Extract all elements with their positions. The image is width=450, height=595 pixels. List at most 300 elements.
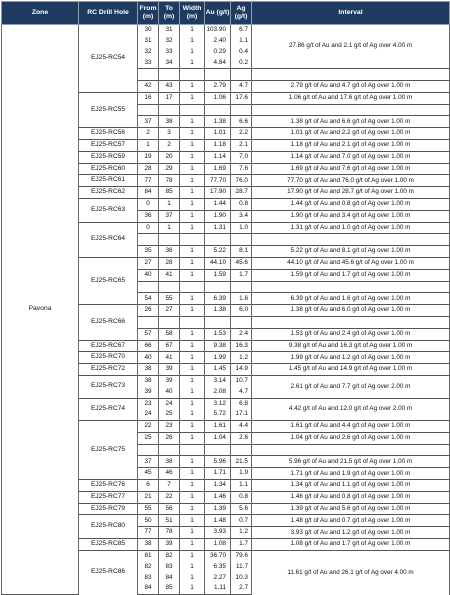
- au-cell: 5.22: [205, 246, 231, 258]
- from-cell: 2: [138, 128, 159, 140]
- from-cell: 21: [138, 491, 159, 503]
- au-cell: 9.38: [205, 340, 231, 352]
- width-cell: 1: [180, 269, 205, 281]
- au-cell: 1.11: [205, 583, 231, 594]
- from-cell: 84: [138, 583, 159, 594]
- to-cell: 36: [159, 246, 180, 258]
- from-cell: 66: [138, 340, 159, 352]
- to-cell: 83: [159, 562, 180, 573]
- from-cell: 36: [138, 210, 159, 222]
- width-cell: 1: [180, 128, 205, 140]
- drill-hole-cell: EJ25-RC56: [79, 128, 138, 140]
- from-cell: 28: [138, 163, 159, 175]
- to-cell: 37: [159, 210, 180, 222]
- interval-cell: 1.08 g/t of Au and 1.7 g/t of Ag over 1.00 m: [252, 539, 450, 551]
- assay-results-table: [1, 1, 450, 595]
- from-cell: 77: [138, 527, 159, 539]
- ag-cell: 7.0: [231, 151, 252, 163]
- width-cell: 1: [180, 210, 205, 222]
- width-cell: 1: [180, 92, 205, 104]
- to-cell: 41: [159, 269, 180, 281]
- drill-hole-cell: EJ25-RC72: [79, 364, 138, 376]
- from-cell: 50: [138, 515, 159, 527]
- from-cell: 84: [138, 187, 159, 199]
- width-cell: 1: [180, 257, 205, 269]
- au-cell: 6.39: [205, 293, 231, 305]
- from-cell: 54: [138, 293, 159, 305]
- to-cell: 26: [159, 432, 180, 444]
- interval-cell: 1.59 g/t of Au and 1.7 g/t of Ag over 1.00 m: [252, 269, 450, 281]
- zone-header: Zone: [2, 2, 79, 25]
- to-cell: 43: [159, 80, 180, 92]
- to-cell: 33: [159, 47, 180, 58]
- drill-hole-cell: EJ25-RC67: [79, 340, 138, 352]
- to-cell: 82: [159, 550, 180, 561]
- width-cell: 1: [180, 151, 205, 163]
- from-cell: [138, 316, 159, 328]
- width-cell: 1: [180, 398, 205, 409]
- from-cell: 45: [138, 468, 159, 480]
- width-cell: 1: [180, 47, 205, 58]
- from-cell: 19: [138, 151, 159, 163]
- from-cell: [138, 281, 159, 293]
- drill-hole-cell: EJ25-RC77: [79, 491, 138, 503]
- au-cell: 44.10: [205, 257, 231, 269]
- interval-cell: 1.31 g/t of Au and 1.0 g/t of Ag over 1.00 m: [252, 222, 450, 234]
- from-cell: 37: [138, 456, 159, 468]
- drill-hole-header: RC Drill Hole: [79, 2, 138, 25]
- width-cell: [180, 234, 205, 246]
- interval-cell: 1.14 g/t of Au and 7.0 g/t of Ag over 1.00 m: [252, 151, 450, 163]
- interval-cell: 1.61 g/t of Au and 4.4 g/t of Ag over 1.00 m: [252, 421, 450, 433]
- au-cell: 1.48: [205, 515, 231, 527]
- width-cell: 1: [180, 583, 205, 594]
- width-cell: 1: [180, 25, 205, 36]
- au-header: Au (g/t): [205, 2, 231, 25]
- width-cell: 1: [180, 175, 205, 187]
- table-header-row: [2, 2, 450, 25]
- width-cell: 1: [180, 246, 205, 258]
- ag-cell: 1.7: [231, 539, 252, 551]
- interval-cell: 1.06 g/t of Au and 17.6 g/t of Ag over 1.00 m: [252, 92, 450, 104]
- ag-cell: 2.6: [231, 432, 252, 444]
- interval-cell: [252, 234, 450, 246]
- drill-hole-cell: EJ25-RC75: [79, 421, 138, 480]
- from-cell: 23: [138, 398, 159, 409]
- from-cell: 38: [138, 375, 159, 386]
- ag-cell: 5.6: [231, 503, 252, 515]
- ag-cell: 76.0: [231, 175, 252, 187]
- ag-cell: 1.1: [231, 36, 252, 47]
- from-cell: 38: [138, 539, 159, 551]
- to-cell: [159, 281, 180, 293]
- au-cell: 103.90: [205, 25, 231, 36]
- from-cell: 39: [138, 387, 159, 398]
- to-cell: 39: [159, 364, 180, 376]
- to-cell: 38: [159, 456, 180, 468]
- au-cell: 4.84: [205, 57, 231, 68]
- width-cell: [180, 316, 205, 328]
- au-cell: 1.61: [205, 421, 231, 433]
- drill-hole-cell: EJ25-RC86: [79, 550, 138, 594]
- to-header: To (m): [159, 2, 180, 25]
- drill-hole-cell: EJ25-RC79: [79, 503, 138, 515]
- width-cell: 1: [180, 328, 205, 340]
- to-cell: 25: [159, 409, 180, 420]
- interval-cell: 1.01 g/t of Au and 2.2 g/t of Ag over 1.00 m: [252, 128, 450, 140]
- au-cell: 17.90: [205, 187, 231, 199]
- au-cell: 1.59: [205, 269, 231, 281]
- interval-cell: 3.93 g/t of Au and 1.2 g/t of Ag over 1.00 m: [252, 527, 450, 539]
- interval-cell: [252, 281, 450, 293]
- width-cell: 1: [180, 163, 205, 175]
- from-cell: 32: [138, 47, 159, 58]
- drill-hole-cell: EJ25-RC70: [79, 352, 138, 364]
- to-cell: 78: [159, 175, 180, 187]
- width-cell: 1: [180, 352, 205, 364]
- ag-cell: 10.3: [231, 572, 252, 583]
- to-cell: [159, 104, 180, 116]
- width-cell: 1: [180, 562, 205, 573]
- interval-header: Interval: [252, 2, 450, 25]
- au-cell: 1.90: [205, 210, 231, 222]
- to-cell: 38: [159, 116, 180, 128]
- ag-cell: 6.6: [231, 116, 252, 128]
- from-cell: 26: [138, 305, 159, 317]
- ag-cell: 4.7: [231, 80, 252, 92]
- from-cell: 83: [138, 572, 159, 583]
- drill-hole-cell: EJ25-RC80: [79, 515, 138, 539]
- from-cell: 40: [138, 269, 159, 281]
- ag-cell: 10.7: [231, 375, 252, 386]
- ag-cell: 0.4: [231, 47, 252, 58]
- au-cell: [205, 104, 231, 116]
- width-cell: 1: [180, 527, 205, 539]
- au-cell: 1.69: [205, 163, 231, 175]
- to-cell: [159, 444, 180, 456]
- from-cell: 25: [138, 432, 159, 444]
- au-cell: 5.96: [205, 456, 231, 468]
- width-cell: 1: [180, 57, 205, 68]
- from-cell: 35: [138, 246, 159, 258]
- interval-cell: 1.69 g/t of Au and 7.6 g/t of Ag over 1.00 m: [252, 163, 450, 175]
- interval-cell: 1.45 g/t of Au and 14.9 g/t of Ag over 1.00 m: [252, 364, 450, 376]
- width-cell: 1: [180, 480, 205, 492]
- ag-cell: 21.5: [231, 456, 252, 468]
- interval-cell: 1.44 g/t of Au and 0.8 g/t of Ag over 1.00 m: [252, 198, 450, 210]
- interval-cell: 1.71 g/t of Au and 1.9 g/t of Ag over 1.00 m: [252, 468, 450, 480]
- drill-hole-cell: EJ25-RC85: [79, 539, 138, 551]
- au-cell: [205, 316, 231, 328]
- ag-cell: 4.4: [231, 421, 252, 433]
- from-cell: 16: [138, 92, 159, 104]
- width-cell: 1: [180, 491, 205, 503]
- width-cell: 1: [180, 187, 205, 199]
- au-cell: 3.93: [205, 527, 231, 539]
- au-cell: 2.40: [205, 36, 231, 47]
- interval-cell: 5.96 g/t of Au and 21.5 g/t of Ag over 1.00 m: [252, 456, 450, 468]
- from-cell: 82: [138, 562, 159, 573]
- ag-cell: 6.7: [231, 25, 252, 36]
- ag-cell: 6.0: [231, 305, 252, 317]
- ag-cell: 28.7: [231, 187, 252, 199]
- interval-cell: 5.22 g/t of Au and 8.1 g/t of Ag over 1.00 m: [252, 246, 450, 258]
- au-cell: 77.70: [205, 175, 231, 187]
- from-cell: 27: [138, 257, 159, 269]
- interval-cell: 1.34 g/t of Au and 1.1 g/t of Ag over 1.00 m: [252, 480, 450, 492]
- drill-hole-cell: EJ25-RC55: [79, 92, 138, 127]
- au-cell: 1.45: [205, 364, 231, 376]
- interval-cell: 1.04 g/t of Au and 2.6 g/t of Ag over 1.00 m: [252, 432, 450, 444]
- drill-hole-cell: EJ25-RC63: [79, 198, 138, 222]
- from-cell: 0: [138, 222, 159, 234]
- au-cell: 1.38: [205, 305, 231, 317]
- to-cell: 27: [159, 305, 180, 317]
- from-cell: [138, 444, 159, 456]
- interval-cell: 44.10 g/t of Au and 45.6 g/t of Ag over 1.00 m: [252, 257, 450, 269]
- drill-hole-cell: EJ25-RC64: [79, 222, 138, 257]
- au-cell: 36.70: [205, 550, 231, 561]
- interval-cell: 6.39 g/t of Au and 1.6 g/t of Ag over 1.00 m: [252, 293, 450, 305]
- width-cell: 1: [180, 305, 205, 317]
- to-cell: 34: [159, 57, 180, 68]
- to-cell: 3: [159, 128, 180, 140]
- ag-cell: 7.6: [231, 163, 252, 175]
- ag-cell: 1.6: [231, 293, 252, 305]
- to-cell: 1: [159, 198, 180, 210]
- au-cell: 3.12: [205, 398, 231, 409]
- ag-cell: 2.1: [231, 139, 252, 151]
- au-cell: [205, 234, 231, 246]
- to-cell: 2: [159, 139, 180, 151]
- to-cell: 1: [159, 222, 180, 234]
- from-cell: 81: [138, 550, 159, 561]
- ag-cell: 0.8: [231, 491, 252, 503]
- width-cell: 1: [180, 539, 205, 551]
- interval-cell: 27.86 g/t of Au and 2.1 g/t of Ag over 4.00 m: [252, 25, 450, 69]
- to-cell: [159, 69, 180, 81]
- to-cell: 40: [159, 387, 180, 398]
- interval-cell: 77.70 g/t of Au and 76.0 g/t of Ag over 1.00 m: [252, 175, 450, 187]
- au-cell: [205, 69, 231, 81]
- from-cell: 37: [138, 116, 159, 128]
- width-cell: 1: [180, 515, 205, 527]
- au-cell: 1.06: [205, 92, 231, 104]
- to-cell: 22: [159, 491, 180, 503]
- interval-cell: [252, 444, 450, 456]
- au-cell: 1.46: [205, 491, 231, 503]
- width-cell: 1: [180, 387, 205, 398]
- ag-cell: 8.1: [231, 246, 252, 258]
- from-cell: 57: [138, 328, 159, 340]
- interval-cell: [252, 104, 450, 116]
- drill-hole-cell: EJ25-RC74: [79, 398, 138, 421]
- interval-cell: [252, 69, 450, 81]
- interval-cell: 2.79 g/t of Au and 4.7 g/t of Ag over 1.00 m: [252, 80, 450, 92]
- ag-cell: 45.6: [231, 257, 252, 269]
- ag-cell: 2.2: [231, 128, 252, 140]
- to-cell: 67: [159, 340, 180, 352]
- to-cell: 24: [159, 398, 180, 409]
- ag-cell: 17.1: [231, 409, 252, 420]
- interval-cell: 1.53 g/t of Au and 2.4 g/t of Ag over 1.00 m: [252, 328, 450, 340]
- au-cell: 1.38: [205, 116, 231, 128]
- ag-cell: 1.2: [231, 527, 252, 539]
- interval-cell: 1.38 g/t of Au and 6.0 g/t of Ag over 1.00 m: [252, 305, 450, 317]
- au-cell: 3.14: [205, 375, 231, 386]
- width-cell: 1: [180, 80, 205, 92]
- drill-hole-cell: EJ25-RC60: [79, 163, 138, 175]
- interval-cell: 1.39 g/t of Au and 5.6 g/t of Ag over 1.00 m: [252, 503, 450, 515]
- interval-cell: 2.61 g/t of Au and 7.7 g/t of Ag over 2.00 m: [252, 375, 450, 398]
- ag-cell: [231, 234, 252, 246]
- from-cell: 1: [138, 139, 159, 151]
- width-cell: 1: [180, 364, 205, 376]
- au-cell: 1.53: [205, 328, 231, 340]
- from-cell: [138, 69, 159, 81]
- width-cell: 1: [180, 340, 205, 352]
- ag-cell: 1.7: [231, 269, 252, 281]
- au-cell: 1.44: [205, 198, 231, 210]
- interval-cell: 1.48 g/t of Au and 0.7 g/t of Ag over 1.00 m: [252, 515, 450, 527]
- ag-cell: [231, 104, 252, 116]
- to-cell: 28: [159, 257, 180, 269]
- to-cell: 23: [159, 421, 180, 433]
- to-cell: 39: [159, 375, 180, 386]
- to-cell: 31: [159, 25, 180, 36]
- au-cell: 1.99: [205, 352, 231, 364]
- width-cell: 1: [180, 468, 205, 480]
- au-cell: [205, 444, 231, 456]
- drill-hole-cell: EJ25-RC54: [79, 25, 138, 93]
- width-cell: 1: [180, 456, 205, 468]
- from-cell: 22: [138, 421, 159, 433]
- interval-cell: 1.46 g/t of Au and 0.8 g/t of Ag over 1.00 m: [252, 491, 450, 503]
- to-cell: 55: [159, 293, 180, 305]
- to-cell: 17: [159, 92, 180, 104]
- to-cell: [159, 234, 180, 246]
- width-cell: [180, 104, 205, 116]
- au-cell: 1.14: [205, 151, 231, 163]
- from-header: From (m): [138, 2, 159, 25]
- from-cell: 0: [138, 198, 159, 210]
- ag-cell: [231, 444, 252, 456]
- au-cell: 2.08: [205, 387, 231, 398]
- au-cell: 1.71: [205, 468, 231, 480]
- from-cell: 40: [138, 352, 159, 364]
- ag-cell: 6.8: [231, 398, 252, 409]
- width-cell: 1: [180, 36, 205, 47]
- interval-cell: 4.42 g/t of Au and 12.0 g/t of Ag over 2.00 m: [252, 398, 450, 421]
- to-cell: 51: [159, 515, 180, 527]
- drill-hole-cell: EJ25-RC57: [79, 139, 138, 151]
- ag-cell: 17.6: [231, 92, 252, 104]
- au-cell: 6.35: [205, 562, 231, 573]
- to-cell: 29: [159, 163, 180, 175]
- table-row: [2, 25, 450, 36]
- au-cell: 2.79: [205, 80, 231, 92]
- to-cell: 78: [159, 527, 180, 539]
- zone-cell: Pavona: [2, 25, 79, 595]
- ag-header: Ag (g/t): [231, 2, 252, 25]
- from-cell: 6: [138, 480, 159, 492]
- au-cell: 1.08: [205, 539, 231, 551]
- width-cell: 1: [180, 421, 205, 433]
- ag-cell: 1.9: [231, 468, 252, 480]
- ag-cell: 14.9: [231, 364, 252, 376]
- to-cell: 39: [159, 539, 180, 551]
- width-cell: [180, 281, 205, 293]
- width-cell: 1: [180, 572, 205, 583]
- ag-cell: [231, 69, 252, 81]
- au-cell: 1.18: [205, 139, 231, 151]
- to-cell: 7: [159, 480, 180, 492]
- interval-cell: 1.38 g/t of Au and 6.6 g/t of Ag over 1.00 m: [252, 116, 450, 128]
- au-cell: [205, 281, 231, 293]
- width-cell: 1: [180, 198, 205, 210]
- width-cell: 1: [180, 293, 205, 305]
- from-cell: 42: [138, 80, 159, 92]
- width-cell: 1: [180, 116, 205, 128]
- width-cell: [180, 444, 205, 456]
- from-cell: 31: [138, 36, 159, 47]
- au-cell: 2.27: [205, 572, 231, 583]
- drill-hole-cell: EJ25-RC59: [79, 151, 138, 163]
- width-cell: 1: [180, 222, 205, 234]
- ag-cell: 3.4: [231, 210, 252, 222]
- ag-cell: [231, 281, 252, 293]
- table-body: [2, 25, 450, 595]
- ag-cell: 0.8: [231, 198, 252, 210]
- width-header: Width (m): [180, 2, 205, 25]
- width-cell: 1: [180, 432, 205, 444]
- to-cell: 20: [159, 151, 180, 163]
- ag-cell: 79.6: [231, 550, 252, 561]
- drill-hole-cell: EJ25-RC61: [79, 175, 138, 187]
- from-cell: 77: [138, 175, 159, 187]
- width-cell: 1: [180, 375, 205, 386]
- interval-cell: 1.99 g/t of Au and 1.2 g/t of Ag over 1.00 m: [252, 352, 450, 364]
- au-cell: 1.34: [205, 480, 231, 492]
- width-cell: [180, 69, 205, 81]
- ag-cell: 4.7: [231, 387, 252, 398]
- au-cell: 1.04: [205, 432, 231, 444]
- au-cell: 1.01: [205, 128, 231, 140]
- ag-cell: 1.2: [231, 352, 252, 364]
- interval-cell: 11.61 g/t of Au and 26.1 g/t of Ag over 4.00 m: [252, 550, 450, 594]
- interval-cell: [252, 316, 450, 328]
- width-cell: 1: [180, 503, 205, 515]
- ag-cell: 0.7: [231, 515, 252, 527]
- to-cell: 84: [159, 572, 180, 583]
- interval-cell: 1.18 g/t of Au and 2.1 g/t of Ag over 1.00 m: [252, 139, 450, 151]
- from-cell: 38: [138, 364, 159, 376]
- ag-cell: 16.3: [231, 340, 252, 352]
- from-cell: 55: [138, 503, 159, 515]
- width-cell: 1: [180, 409, 205, 420]
- to-cell: 46: [159, 468, 180, 480]
- au-cell: 1.39: [205, 503, 231, 515]
- interval-cell: 1.90 g/t of Au and 3.4 g/t of Ag over 1.00 m: [252, 210, 450, 222]
- interval-cell: 9.38 g/t of Au and 16.3 g/t of Ag over 1.00 m: [252, 340, 450, 352]
- from-cell: [138, 234, 159, 246]
- to-cell: 85: [159, 583, 180, 594]
- ag-cell: 11.7: [231, 562, 252, 573]
- to-cell: 32: [159, 36, 180, 47]
- ag-cell: 2.7: [231, 583, 252, 594]
- drill-hole-cell: EJ25-RC66: [79, 305, 138, 340]
- from-cell: 30: [138, 25, 159, 36]
